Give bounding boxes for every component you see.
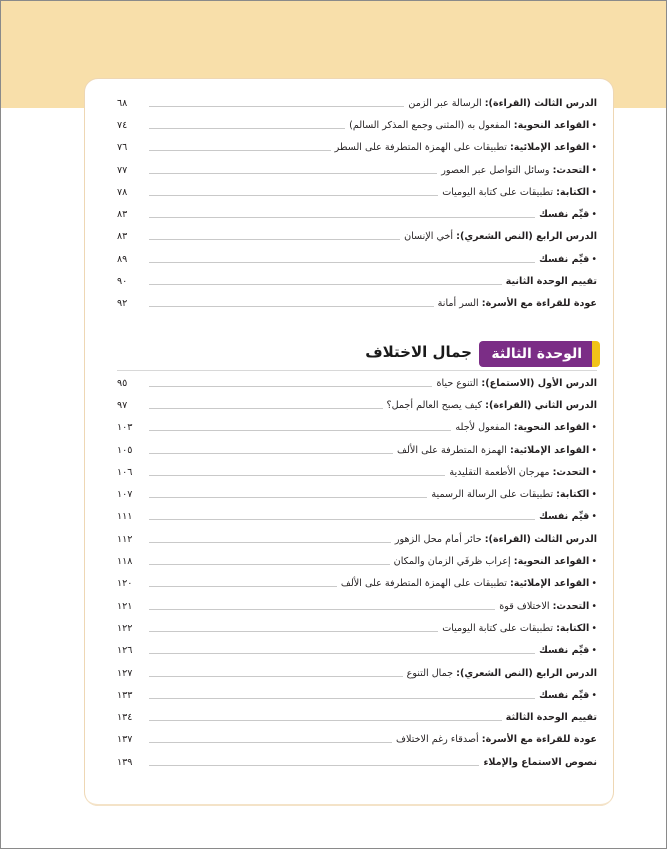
- page-number: ١١٢: [117, 533, 133, 545]
- page-number: ١١١: [117, 511, 133, 523]
- toc-row[interactable]: [117, 729, 597, 751]
- dot-leader: [149, 580, 337, 587]
- toc-entry-text: [431, 489, 597, 500]
- toc-entry-text: [506, 276, 597, 287]
- toc-entry-detail: المفعول لأجله: [455, 422, 511, 434]
- toc-entry-label: قيِّم نفسك: [539, 209, 590, 221]
- toc-entry-detail: المفعول به (المثنى وجمع المذكر السالم): [349, 119, 511, 131]
- page-number: ١٣٧: [117, 734, 133, 746]
- toc-entry-text: [408, 98, 597, 109]
- toc-entry-detail: تطبيقات على كتابة اليوميات: [442, 622, 554, 634]
- toc-entry-text: [387, 400, 597, 411]
- page-number: ١٠٥: [117, 444, 133, 456]
- dot-leader: [149, 447, 393, 454]
- page-number: ٨٩: [117, 253, 128, 265]
- toc-entry-text: [449, 467, 597, 478]
- toc-entry-text: [455, 422, 597, 433]
- toc-entry-label: الدرس الثاني (القراءة):: [485, 399, 597, 411]
- dot-leader: [149, 402, 383, 409]
- toc-entry-text: [506, 712, 597, 723]
- page-number: ٧٦: [117, 142, 128, 154]
- toc-row[interactable]: [117, 706, 597, 728]
- dot-leader: [149, 300, 434, 307]
- toc-row[interactable]: [117, 293, 597, 315]
- toc-entry-detail: مهرجان الأطعمة التقليدية: [449, 466, 550, 478]
- toc-entry-detail: السر أمانة: [437, 298, 479, 310]
- toc-entry-detail: جمال التنوع: [406, 667, 454, 679]
- bullet-icon: •: [591, 689, 597, 701]
- toc-entry-detail: تطبيقات على الهمزة المتطرفة على الألف: [340, 578, 507, 590]
- toc-entry-text: [539, 254, 597, 265]
- toc-row[interactable]: [117, 506, 597, 528]
- bullet-icon: •: [591, 489, 597, 501]
- toc-entry-detail: أصدقاء رغم الاختلاف: [396, 734, 479, 746]
- page-number: ١٣٩: [117, 756, 133, 768]
- toc-entry-text: [335, 142, 597, 153]
- toc-entry-detail: تطبيقات على الهمزة المتطرفة على السطر: [334, 142, 507, 154]
- unit-divider: [117, 370, 597, 371]
- page-number: ٧٨: [117, 186, 128, 198]
- dot-leader: [149, 211, 535, 218]
- toc-entry-text: [436, 378, 597, 389]
- toc-entry-text: [349, 120, 597, 131]
- dot-leader: [149, 736, 392, 743]
- toc-entry-text: [395, 534, 597, 545]
- toc-row[interactable]: [117, 114, 597, 136]
- toc-entry-label: الكتابة:: [556, 186, 590, 198]
- toc-entry-label: القواعد الإملائية:: [509, 142, 590, 154]
- bullet-icon: •: [591, 645, 597, 657]
- toc-row[interactable]: [117, 439, 597, 461]
- toc-entry-label: نصوص الاستماع والإملاء: [483, 756, 597, 768]
- toc-row[interactable]: [117, 483, 597, 505]
- toc-entry-label: تقييم الوحدة الثانية: [505, 276, 597, 288]
- toc-entry-detail: إعراب ظرفَي الزمان والمكان: [393, 556, 511, 568]
- toc-entry-text: [483, 757, 597, 768]
- page-number: ١٢٠: [117, 578, 133, 590]
- dot-leader: [149, 424, 451, 431]
- toc-row[interactable]: [117, 181, 597, 203]
- toc-row[interactable]: [117, 137, 597, 159]
- page-number: ١٠٣: [117, 422, 133, 434]
- toc-entry-text: [397, 445, 597, 456]
- toc-entry-label: الدرس الثالث (القراءة):: [484, 533, 597, 545]
- unit-accent-bar: [592, 341, 600, 367]
- dot-leader: [149, 558, 390, 565]
- toc-entry-label: القواعد الإملائية:: [509, 578, 590, 590]
- toc-section-unit3: [117, 372, 597, 773]
- page-number: ٩٠: [117, 276, 128, 288]
- toc-entry-label: الكتابة:: [556, 489, 590, 501]
- toc-row[interactable]: [117, 684, 597, 706]
- toc-entry-text: [499, 601, 597, 612]
- toc-entry-text: [539, 645, 597, 656]
- toc-entry-label: قيِّم نفسك: [539, 253, 590, 265]
- dot-leader: [149, 100, 404, 107]
- page-number: ١١٨: [117, 556, 133, 568]
- toc-entry-text: [441, 165, 597, 176]
- page-number: ١٢٧: [117, 667, 133, 679]
- dot-leader: [149, 469, 445, 476]
- dot-leader: [149, 647, 535, 654]
- toc-row[interactable]: [117, 751, 597, 773]
- dot-leader: [149, 625, 438, 632]
- toc-entry-detail: الرسالة عبر الزمن: [408, 97, 482, 109]
- toc-row[interactable]: [117, 528, 597, 550]
- bullet-icon: •: [591, 253, 597, 265]
- bullet-icon: •: [591, 511, 597, 523]
- toc-entry-text: [396, 734, 597, 745]
- toc-entry-text: [407, 668, 597, 679]
- toc-entry-label: القواعد النحوية:: [513, 119, 590, 131]
- toc-section-unit2: [117, 92, 597, 315]
- toc-row[interactable]: [117, 461, 597, 483]
- toc-row[interactable]: [117, 617, 597, 639]
- bullet-icon: •: [591, 119, 597, 131]
- toc-entry-label: عودة للقراءة مع الأسرة:: [481, 734, 597, 746]
- toc-entry-detail: وسائل التواصل عبر العصور: [441, 164, 550, 176]
- unit-header: [330, 339, 600, 369]
- card-bottom-edge: [84, 790, 614, 806]
- page-number: ١٠٦: [117, 466, 133, 478]
- toc-entry-label: القواعد النحوية:: [513, 422, 590, 434]
- dot-leader: [149, 692, 535, 699]
- toc-row[interactable]: [117, 662, 597, 684]
- toc-row[interactable]: [117, 159, 597, 181]
- dot-leader: [149, 189, 438, 196]
- toc-entry-detail: تطبيقات على الرسالة الرسمية: [431, 489, 554, 501]
- page-number: ١٣٣: [117, 689, 133, 701]
- unit-title: جمال الاختلاف: [365, 343, 472, 361]
- bullet-icon: •: [591, 142, 597, 154]
- toc-entry-label: التحدث:: [552, 600, 590, 612]
- toc-entry-label: الكتابة:: [556, 622, 590, 634]
- toc-row[interactable]: [117, 203, 597, 225]
- dot-leader: [149, 122, 345, 129]
- dot-leader: [149, 759, 479, 766]
- toc-entry-detail: أخي الإنسان: [404, 231, 454, 243]
- page-number: ٩٥: [117, 377, 128, 389]
- toc-entry-text: [442, 623, 597, 634]
- toc-entry-text: [442, 187, 597, 198]
- bullet-icon: •: [591, 600, 597, 612]
- bullet-icon: •: [591, 186, 597, 198]
- toc-entry-detail: حائر أمام محل الزهور: [394, 533, 482, 545]
- toc-row[interactable]: [117, 550, 597, 572]
- toc-entry-label: الدرس الرابع (النص الشعري):: [456, 231, 597, 243]
- dot-leader: [149, 256, 535, 263]
- toc-entry-detail: التنوع حياة: [436, 377, 479, 389]
- toc-row[interactable]: [117, 595, 597, 617]
- toc-row[interactable]: [117, 226, 597, 248]
- toc-entry-label: الدرس الثالث (القراءة):: [484, 97, 597, 109]
- dot-leader: [149, 233, 400, 240]
- bullet-icon: •: [591, 444, 597, 456]
- bullet-icon: •: [591, 209, 597, 221]
- page-number: ٧٧: [117, 164, 128, 176]
- dot-leader: [149, 278, 502, 285]
- page-number: ١٢٢: [117, 622, 133, 634]
- toc-entry-label: عودة للقراءة مع الأسرة:: [481, 298, 597, 310]
- toc-entry-label: القواعد الإملائية:: [509, 444, 590, 456]
- dot-leader: [149, 167, 437, 174]
- toc-entry-detail: الهمزة المتطرفة على الألف: [397, 444, 507, 456]
- toc-entry-text: [438, 298, 597, 309]
- bullet-icon: •: [591, 622, 597, 634]
- toc-entry-text: [404, 231, 597, 242]
- page-number: ٦٨: [117, 97, 128, 109]
- toc-entry-label: تقييم الوحدة الثالثة: [505, 712, 597, 724]
- toc-entry-text: [394, 556, 597, 567]
- toc-entry-detail: كيف يصبح العالم أجمل؟: [386, 399, 483, 411]
- page-number: ٨٣: [117, 231, 128, 243]
- toc-entry-detail: الاختلاف قوة: [499, 600, 550, 612]
- page-number: ٩٧: [117, 399, 128, 411]
- toc-row[interactable]: [117, 394, 597, 416]
- dot-leader: [149, 714, 502, 721]
- unit-tag: الوحدة الثالثة: [479, 341, 592, 367]
- toc-row[interactable]: [117, 92, 597, 114]
- bullet-icon: •: [591, 556, 597, 568]
- page-number: ١٣٤: [117, 712, 133, 724]
- toc-row[interactable]: [117, 417, 597, 439]
- dot-leader: [149, 513, 535, 520]
- toc-entry-label: قيِّم نفسك: [539, 645, 590, 657]
- toc-entry-label: قيِّم نفسك: [539, 689, 590, 701]
- toc-row[interactable]: [117, 248, 597, 270]
- page-number: ١٢٦: [117, 645, 133, 657]
- dot-leader: [149, 603, 495, 610]
- toc-entry-label: الدرس الرابع (النص الشعري):: [456, 667, 597, 679]
- page-number: ٩٢: [117, 298, 128, 310]
- toc-entry-text: [539, 690, 597, 701]
- toc-row[interactable]: [117, 573, 597, 595]
- toc-row[interactable]: [117, 640, 597, 662]
- page-number: ١٢١: [117, 600, 133, 612]
- dot-leader: [149, 144, 331, 151]
- toc-entry-label: الدرس الأول (الاستماع):: [481, 377, 597, 389]
- bullet-icon: •: [591, 578, 597, 590]
- toc-entry-text: [539, 511, 597, 522]
- toc-entry-text: [341, 578, 597, 589]
- toc-entry-label: قيِّم نفسك: [539, 511, 590, 523]
- page-number: ١٠٧: [117, 489, 133, 501]
- dot-leader: [149, 491, 427, 498]
- page-number: ٨٣: [117, 209, 128, 221]
- toc-entry-label: التحدث:: [552, 164, 590, 176]
- toc-row[interactable]: [117, 270, 597, 292]
- bullet-icon: •: [591, 164, 597, 176]
- dot-leader: [149, 380, 432, 387]
- bullet-icon: •: [591, 466, 597, 478]
- toc-entry-text: [539, 209, 597, 220]
- toc-row[interactable]: [117, 372, 597, 394]
- dot-leader: [149, 670, 403, 677]
- toc-entry-detail: تطبيقات على كتابة اليوميات: [442, 186, 554, 198]
- bullet-icon: •: [591, 422, 597, 434]
- page-number: ٧٤: [117, 119, 128, 131]
- toc-entry-label: القواعد النحوية:: [513, 556, 590, 568]
- dot-leader: [149, 536, 391, 543]
- toc-entry-label: التحدث:: [552, 466, 590, 478]
